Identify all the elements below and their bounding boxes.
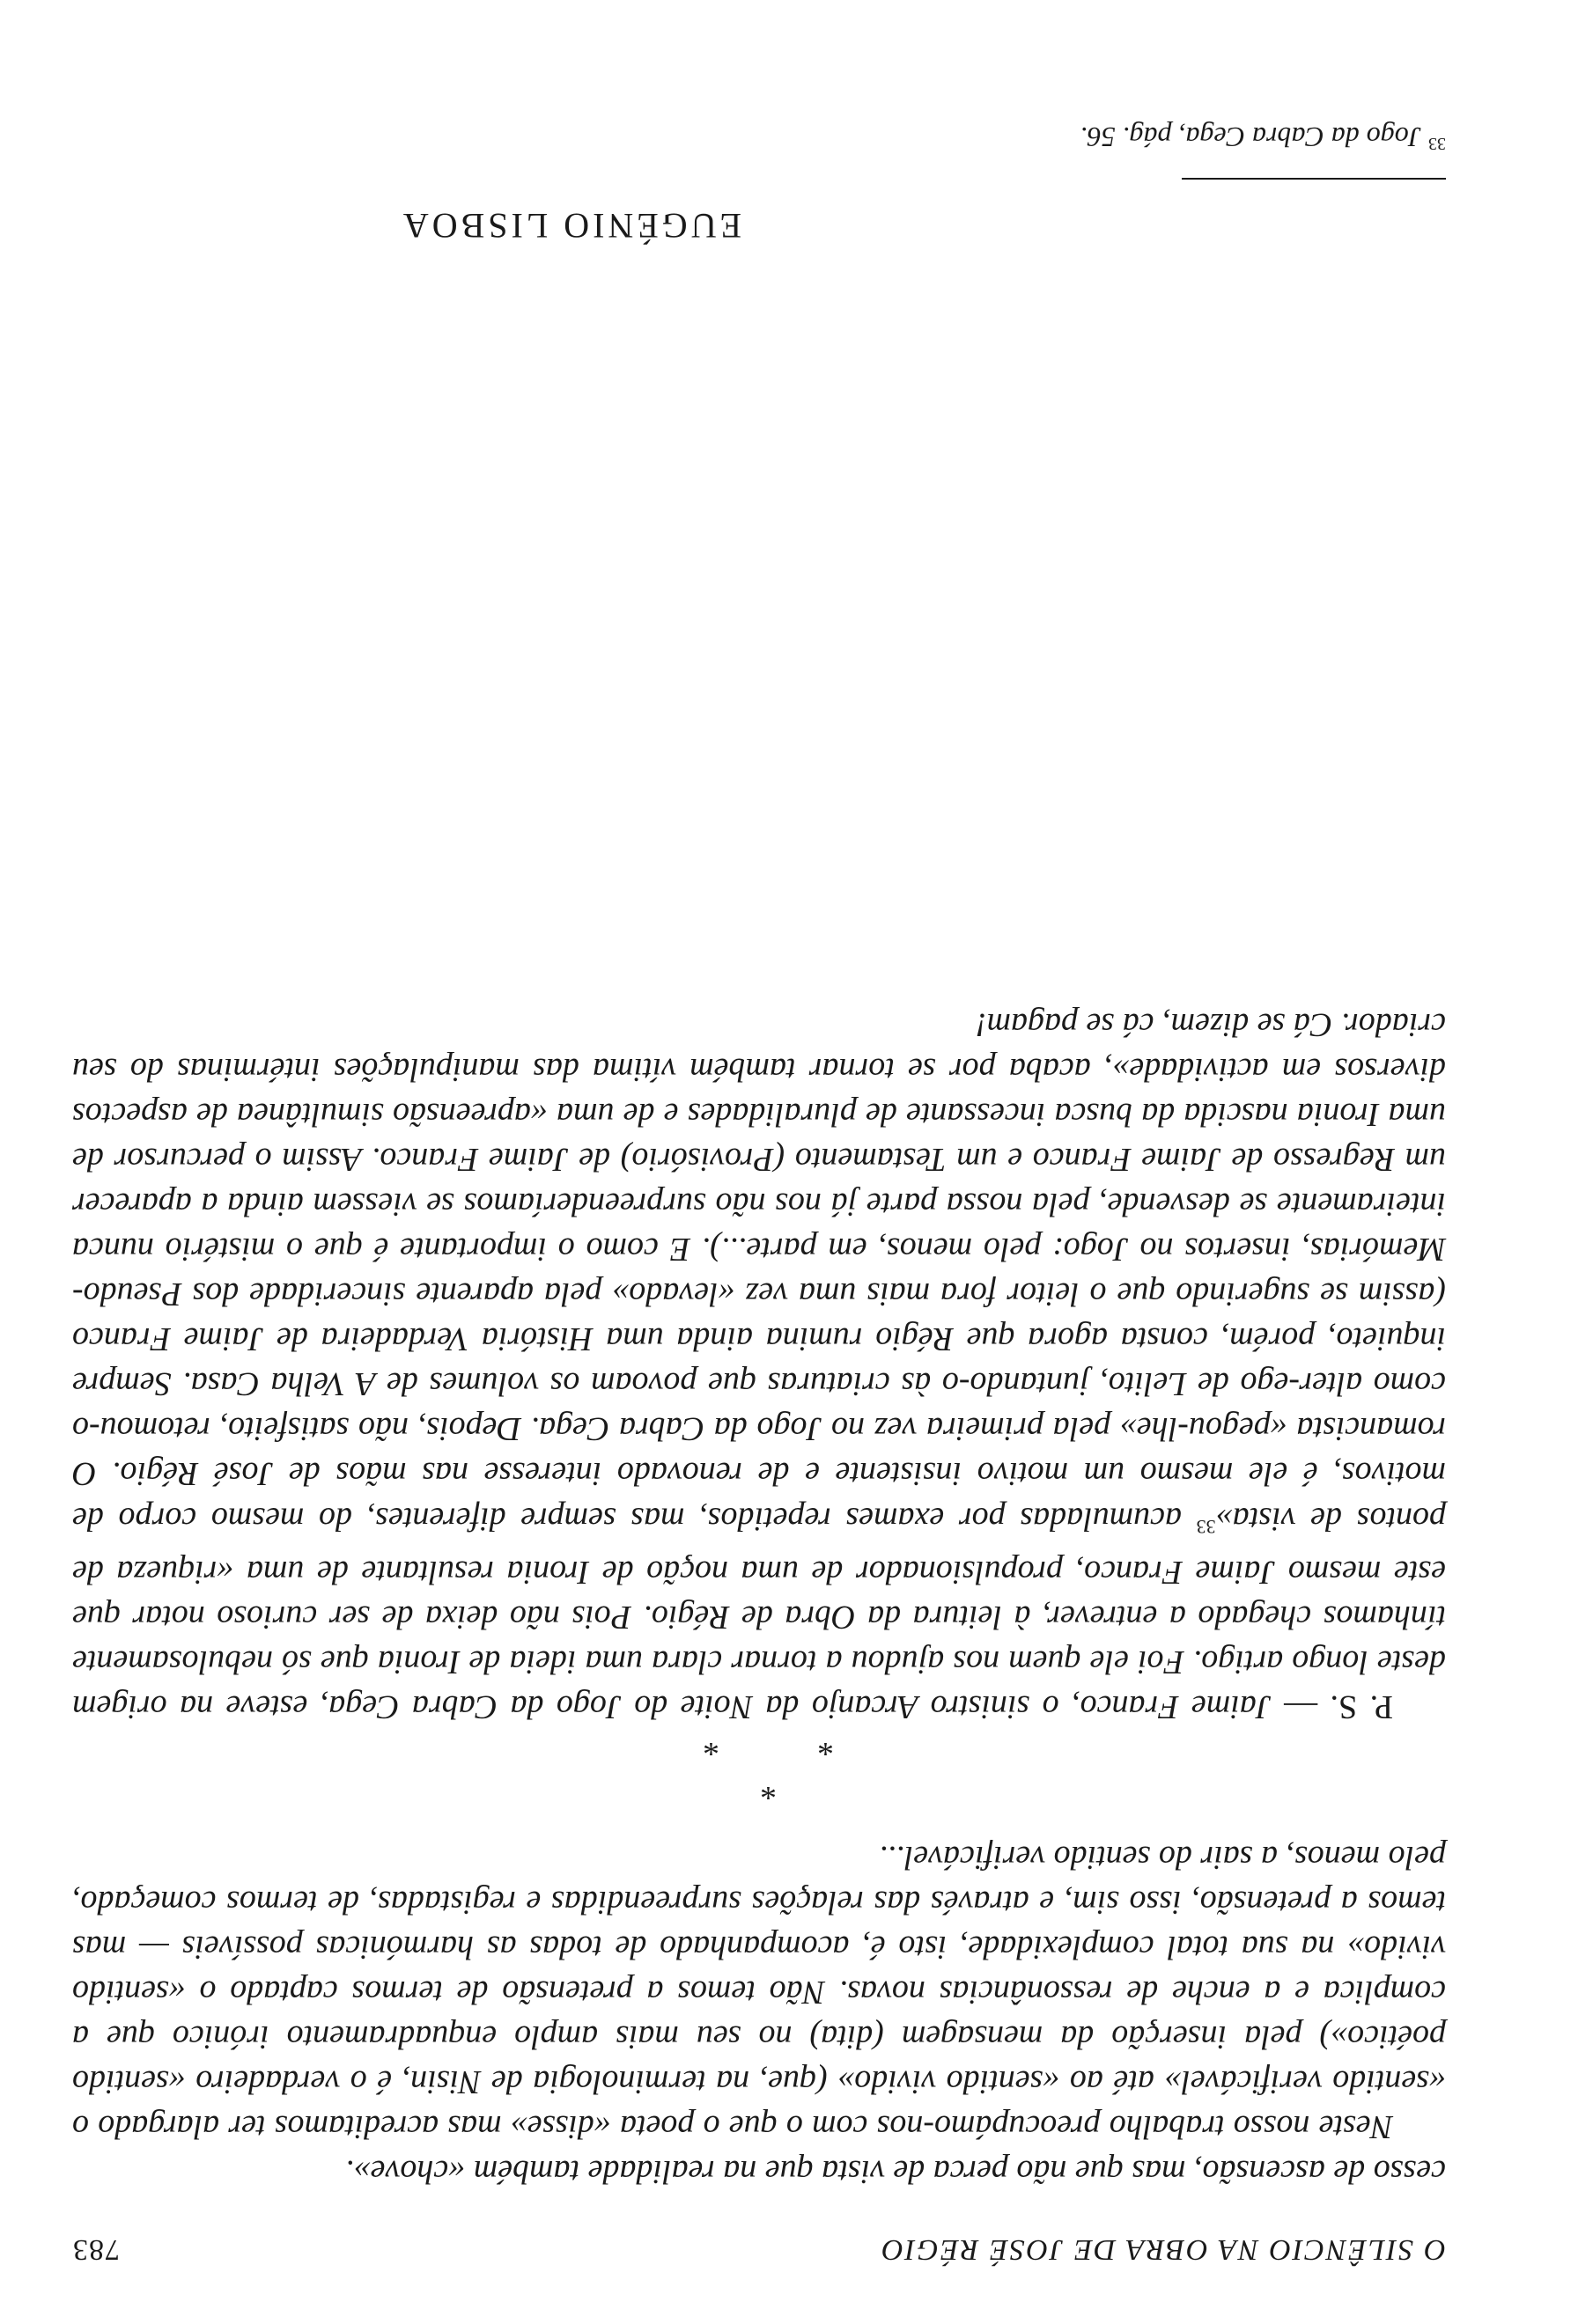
page-number: 783	[72, 2233, 120, 2266]
footnote	[1080, 121, 1446, 153]
paragraph-conclusion: Neste nosso trabalho preocupámo-nos com o que o poeta «disse» mas acreditamos ter alargado o «sentido verificável» até ao «sentido vivido» (que, na terminologia de Nisin, é o verdadeiro «sentido poético») pela inserção da mensagem (dita) no seu mais amplo enquadramento irónico que a complica e a enche de ressonâncias novas. Não temos a pretensão de termos captado o «sentido vivido» na sua total complexidade, isto é, acompanhado de todas as harmónicas possíveis — mas temos a pretensão, isso sim, e através das relações surpreendidas e registadas, de termos começado, pelo menos, a sair do sentido verificável...	[72, 1839, 1446, 2145]
footnote-divider	[1182, 178, 1446, 180]
separator-star-left: *	[817, 1725, 834, 1762]
footnote-reference: 33	[1196, 1516, 1216, 1538]
postscript-paragraph	[72, 1002, 1446, 1729]
separator-star-right: *	[703, 1725, 719, 1762]
main-text	[72, 1002, 1446, 2194]
section-separator	[72, 1725, 1446, 1835]
footnote-number: 33	[1428, 133, 1446, 153]
paragraph-continuation: cesso de ascensão, mas que não perca de vista que na realidade também «chove».	[345, 2153, 1446, 2190]
separator-star-top: *	[760, 1769, 777, 1806]
postscript-text-part2: acumuladas por exames repetidos, mas sempre diferentes, do mesmo corpo de motivos, é ele mesmo um motivo insistente e de renovado interesse nas mãos de José Régio. O romancista «pegou-lhe» pela primeira vez no Jogo da Cabra Cega. Depois, não satisfeito, retomou-o como alter-ego de Lelito, juntando-o às criaturas que povoam os volumes de A Velha Casa. Sempre inquieto, porém, consta agora que Régio rumina ainda uma História Verdadeira de Jaime Franco (assim se sugerindo que o leitor fora mais uma vez «levado» pela aparente sinceridade dos Pseudo-Memórias, insertos no Jogo: pelo menos, em parte...). E como o importante é que o mistério nunca inteiramente se desvende, pela nossa parte já nos não surpreenderíamos se viessem ainda a aparecer um Regresso de Jaime Franco e um Testamento (Provisório) de Jaime Franco. Assim o percursor de uma Ironia nascida da busca incessante de pluralidades e de uma «apreensão simultânea de aspectos diversos em actividade», acaba por se tornar também vítima das manipulações intérminas do seu criador. Cá se dizem, cá se pagam!	[71, 1006, 1446, 1538]
author-signature: EUGÉNIO LISBOA	[399, 206, 741, 246]
running-title: O SILÊNCIO NA OBRA DE JOSÉ RÉGIO	[880, 2233, 1446, 2266]
page-header	[72, 2222, 1446, 2266]
postscript-text-part1: Jaime Franco, o sinistro Arcanjo da Noite do Jogo da Cabra Cega, esteve na origem deste longo artigo. Foi ele quem nos ajudou a tornar clara uma ideia de Ironia que só nebulosamente tínhamos chegado a entrever, à leitura da Obra de Régio. Pois não deixa de ser curioso notar que este mesmo Jaime Franco, propulsionador de uma noção de Ironia resultante de uma «riqueza de pontos de vista»	[72, 1500, 1446, 1725]
footnote-text: Jogo da Cabra Cega, pág. 56.	[1080, 121, 1421, 153]
postscript-label: P. S. —	[1271, 1688, 1393, 1725]
